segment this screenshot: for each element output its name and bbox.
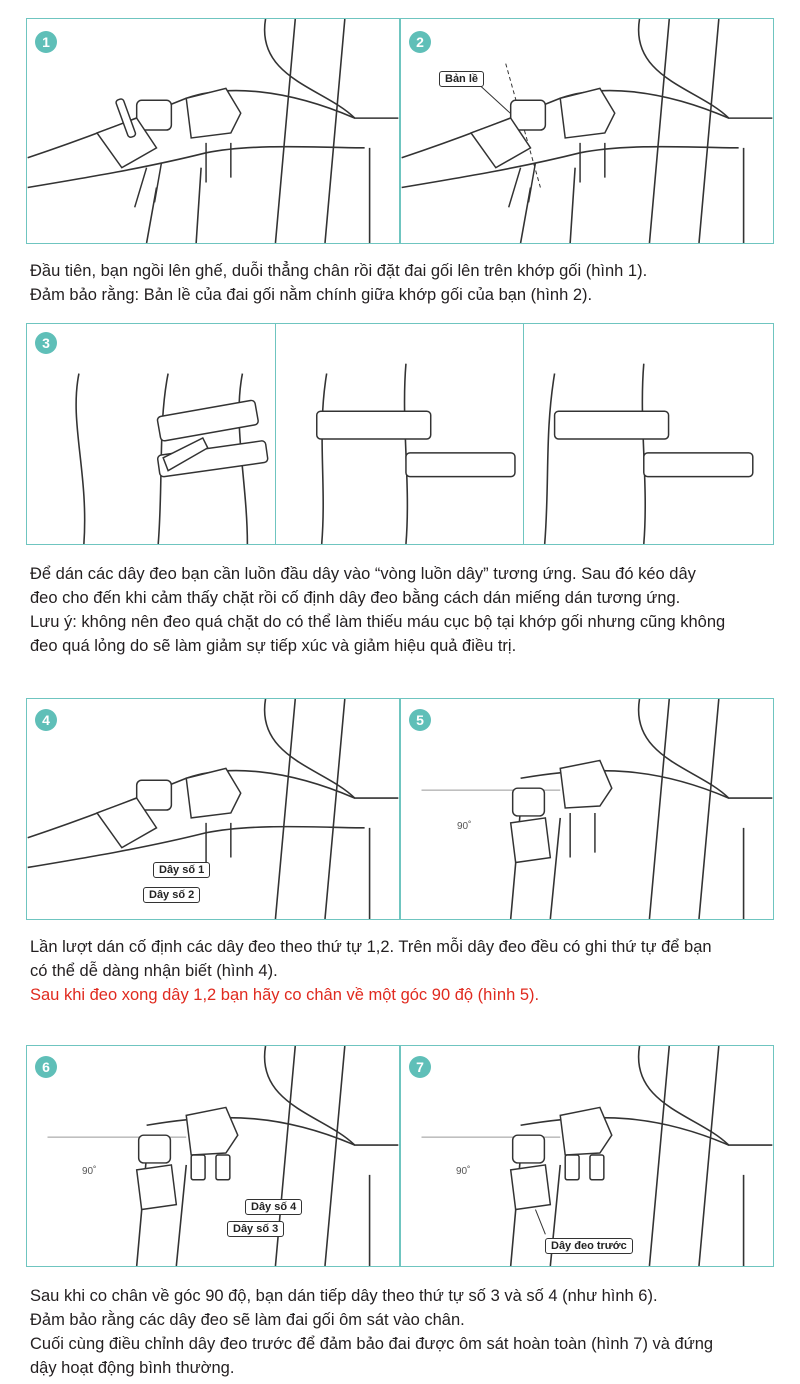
figure-6-badge: 6 [35,1056,57,1078]
figure-2-panel [400,18,774,244]
angle-label-6: 90˚ [82,1166,97,1177]
figure-1-illustration [27,19,399,243]
instructions-step-4 [30,1284,792,1380]
figure-4-panel [26,698,400,920]
step-2-line-4: đeo quá lỏng do sẽ làm giảm sự tiếp xúc và giảm hiệu quả điều trị. [30,637,517,655]
figure-2-badge: 2 [409,31,431,53]
figure-1-badge: 1 [35,31,57,53]
figure-3-panel [26,323,774,545]
figure-2-illustration [401,19,773,243]
instructions-step-3 [30,935,792,1007]
figure-7-illustration [401,1046,773,1266]
strap-4-label: Dây số 4 [245,1199,302,1215]
step-4-line-3: Cuối cùng điều chỉnh dây đeo trước để đảm bảo đai được ôm sát hoàn toàn (hình 7) và đứng [30,1335,714,1353]
figure-5-illustration [401,699,773,919]
step-1-line-1: Đầu tiên, bạn ngồi lên ghế, duỗi thẳng chân rồi đặt đai gối lên trên khớp gối (hình 1). [30,262,648,280]
strap-3-label: Dây số 3 [227,1221,284,1237]
step-3-line-1: Lần lượt dán cố định các dây đeo theo thứ tự 1,2. Trên mỗi dây đeo đều có ghi thứ tự để bạn [30,938,712,956]
instructions-step-2 [30,562,792,658]
step-4-line-1: Sau khi co chân về góc 90 độ, bạn dán tiếp dây theo thứ tự số 3 và số 4 (như hình 6). [30,1287,658,1305]
figure-3-divider-2 [523,324,524,544]
instructions-step-1 [30,259,792,307]
step-3-warning: Sau khi đeo xong dây 1,2 bạn hãy co chân về một góc 90 độ (hình 5). [30,986,540,1004]
figure-4-illustration [27,699,399,919]
figure-5-panel [400,698,774,920]
step-2-line-1: Để dán các dây đeo bạn cần luồn đầu dây vào “vòng luồn dây” tương ứng. Sau đó kéo dây [30,565,696,583]
step-2-line-3: Lưu ý: không nên đeo quá chặt do có thể làm thiếu máu cục bộ tại khớp gối nhưng cũng không [30,613,726,631]
figure-3-illustration [27,324,773,544]
step-3-line-2: có thể dễ dàng nhận biết (hình 4). [30,962,278,980]
figure-7-panel [400,1045,774,1267]
figure-3-badge: 3 [35,332,57,354]
figure-3-divider-1 [275,324,276,544]
figure-6-panel [26,1045,400,1267]
step-4-line-4: dậy hoạt động bình thường. [30,1359,235,1377]
front-strap-label: Dây đeo trước [545,1238,633,1254]
figure-7-badge: 7 [409,1056,431,1078]
figure-6-illustration [27,1046,399,1266]
hinge-label: Bản lề [439,71,484,87]
step-1-line-2: Đảm bảo rằng: Bản lề của đai gối nằm chính giữa khớp gối của bạn (hình 2). [30,286,593,304]
figure-1-panel [26,18,400,244]
figure-5-badge: 5 [409,709,431,731]
step-4-line-2: Đảm bảo rằng các dây đeo sẽ làm đai gối ôm sát vào chân. [30,1311,465,1329]
strap-2-label: Dây số 2 [143,887,200,903]
figure-4-badge: 4 [35,709,57,731]
angle-label-5: 90˚ [457,821,472,832]
step-2-line-2: đeo cho đến khi cảm thấy chặt rồi cố định dây đeo bằng cách dán miếng dán tương ứng. [30,589,681,607]
strap-1-label: Dây số 1 [153,862,210,878]
angle-label-7: 90˚ [456,1166,471,1177]
